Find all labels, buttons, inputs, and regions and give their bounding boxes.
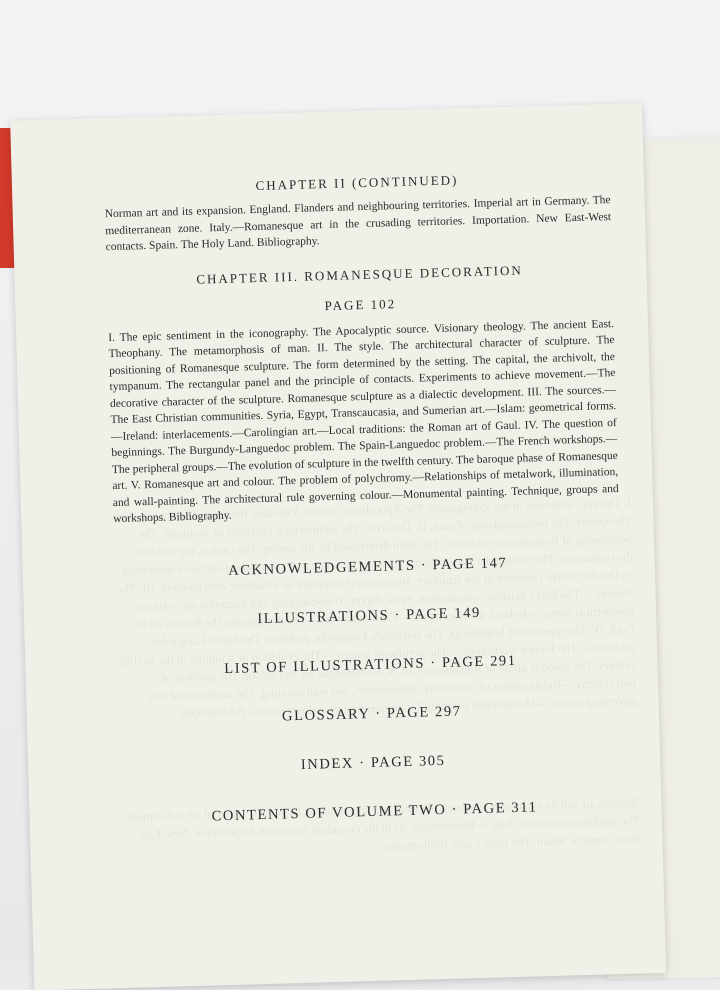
book-page bbox=[10, 103, 666, 990]
chapter-iii-heading: CHAPTER III. ROMANESQUE DECORATION bbox=[196, 262, 523, 287]
page-content bbox=[104, 168, 629, 859]
contents-entry-volume-two: CONTENTS OF VOLUME TWO · PAGE 311 bbox=[211, 798, 538, 824]
contents-list bbox=[115, 551, 628, 827]
contents-entry-illustrations: ILLUSTRATIONS · PAGE 149 bbox=[257, 604, 482, 627]
contents-entry-index: INDEX · PAGE 305 bbox=[300, 752, 446, 773]
chapter-ii-summary: Norman art and its expansion. England. Flanders and neighbouring territories. Imperial art in Germany. The mediterranean zone. Italy.—Romanesque art in the crusading territories. Importation. New East-West contacts. Spain. The Holy Land. Bibliography. bbox=[104, 194, 612, 254]
contents-entry-acknowledgements: ACKNOWLEDGEMENTS · PAGE 147 bbox=[227, 554, 508, 579]
contents-entry-glossary: GLOSSARY · PAGE 297 bbox=[281, 702, 462, 724]
contents-entry-list-of-illustrations: LIST OF ILLUSTRATIONS · PAGE 291 bbox=[224, 652, 517, 677]
chapter-iii-summary: I. The epic sentiment in the iconography. The Apocalyptic source. Visionary theology. The ancient East. Theophany. The metamorphosis of man. II. The style. The architectural character of sculpture. The positioning of Romanesque sculpture. The form determined by the setting. The capital, the archivolt, the tympanum. The rectangular panel and the principle of contacts. Experiments to achieve movement.—The decorative character of the sculpture. Romanesque sculpture as a dialectic development. III. The sources.—The East Christian communities. Syria, Egypt, Transcaucasia, and Sumerian art.—Islam: geometrical forms.—Ireland: interlacements.—Carolingian art.—Local traditions: the Roman art of Gaul. IV. The question of beginnings. The Burgundy-Languedoc problem. The Spain-Languedoc problem.—The French workshops.—The peripheral groups.—The evolution of sculpture in the twelfth century. The baroque phase of Romanesque art. V. Romanesque art and colour. The problem of polychromy.—Relationships of metalwork, illumination, and wall-painting. The architectural rule governing colour.—Monumental painting. Technique, groups and workshops. Bibliography. bbox=[108, 317, 619, 526]
chapter-iii-page-ref: PAGE 102 bbox=[324, 295, 397, 313]
chapter-ii-heading: CHAPTER II (CONTINUED) bbox=[255, 172, 459, 193]
